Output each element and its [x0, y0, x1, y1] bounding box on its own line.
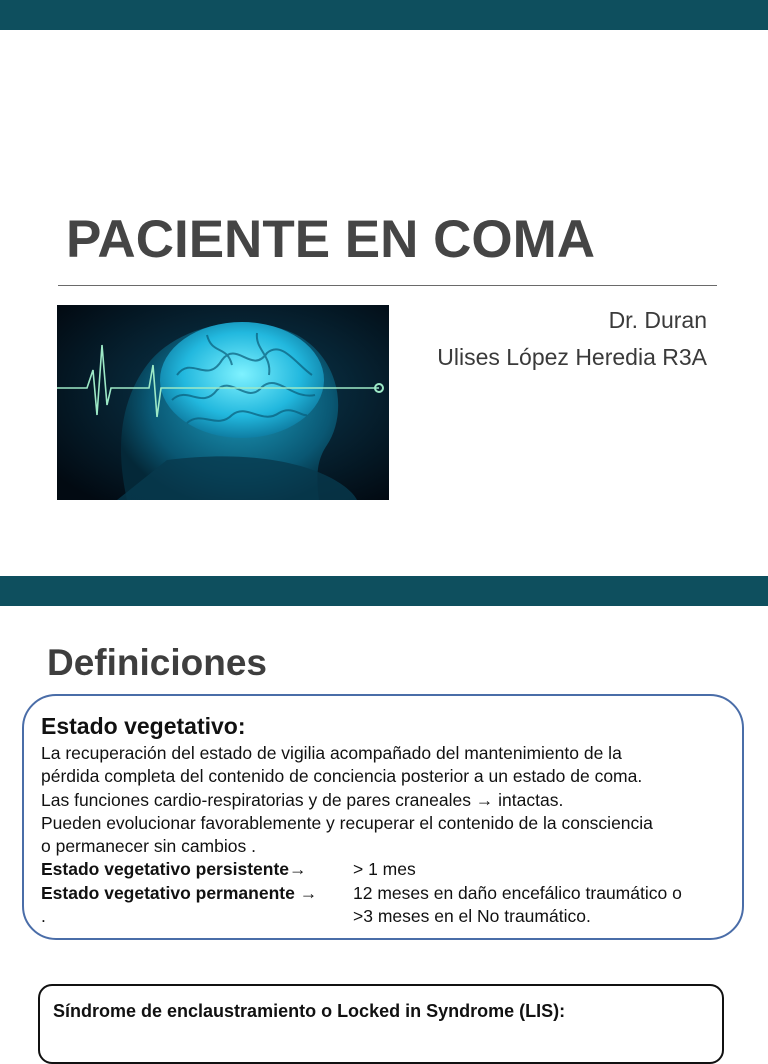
- slide-title: PACIENTE EN COMA: [66, 210, 596, 269]
- persistent-row: [41, 858, 741, 881]
- definition-line: o permanecer sin cambios .: [41, 836, 256, 857]
- persistent-value: > 1 mes: [353, 859, 416, 880]
- stray-dot: .: [41, 906, 46, 927]
- definition-line: La recuperación del estado de vigilia acompañado del mantenimiento de la: [41, 743, 622, 763]
- brain-illustration-icon: [57, 305, 389, 500]
- permanent-row: [41, 882, 741, 905]
- vegetative-state-text: [41, 742, 741, 928]
- permanent-label: Estado vegetativo permanente →: [41, 882, 318, 903]
- persistent-label: Estado vegetativo persistente→: [41, 859, 307, 880]
- vegetative-state-heading: Estado vegetativo:: [41, 713, 246, 739]
- definitions-heading: Definiciones: [47, 642, 267, 683]
- definition-line: Las funciones cardio-respiratorias y de pares craneales → intactas.: [41, 789, 564, 810]
- slide-separator-bar: [0, 576, 768, 606]
- author-resident: Ulises López Heredia R3A: [437, 344, 707, 370]
- locked-in-syndrome-box: [38, 984, 724, 1064]
- permanent-value-continued: >3 meses en el No traumático.: [353, 906, 591, 927]
- top-color-bar: [0, 0, 768, 30]
- title-divider: [58, 285, 717, 286]
- definition-line: Pueden evolucionar favorablemente y recuperar el contenido de la consciencia: [41, 812, 653, 833]
- definition-line: pérdida completa del contenido de conciencia posterior a un estado de coma.: [41, 766, 643, 787]
- permanent-row-continued: [41, 905, 741, 928]
- permanent-value: 12 meses en daño encefálico traumático o: [353, 882, 682, 903]
- locked-in-syndrome-heading: Síndrome de enclaustramiento o Locked in Syndrome (LIS):: [53, 1001, 566, 1021]
- author-doctor: Dr. Duran: [608, 307, 707, 333]
